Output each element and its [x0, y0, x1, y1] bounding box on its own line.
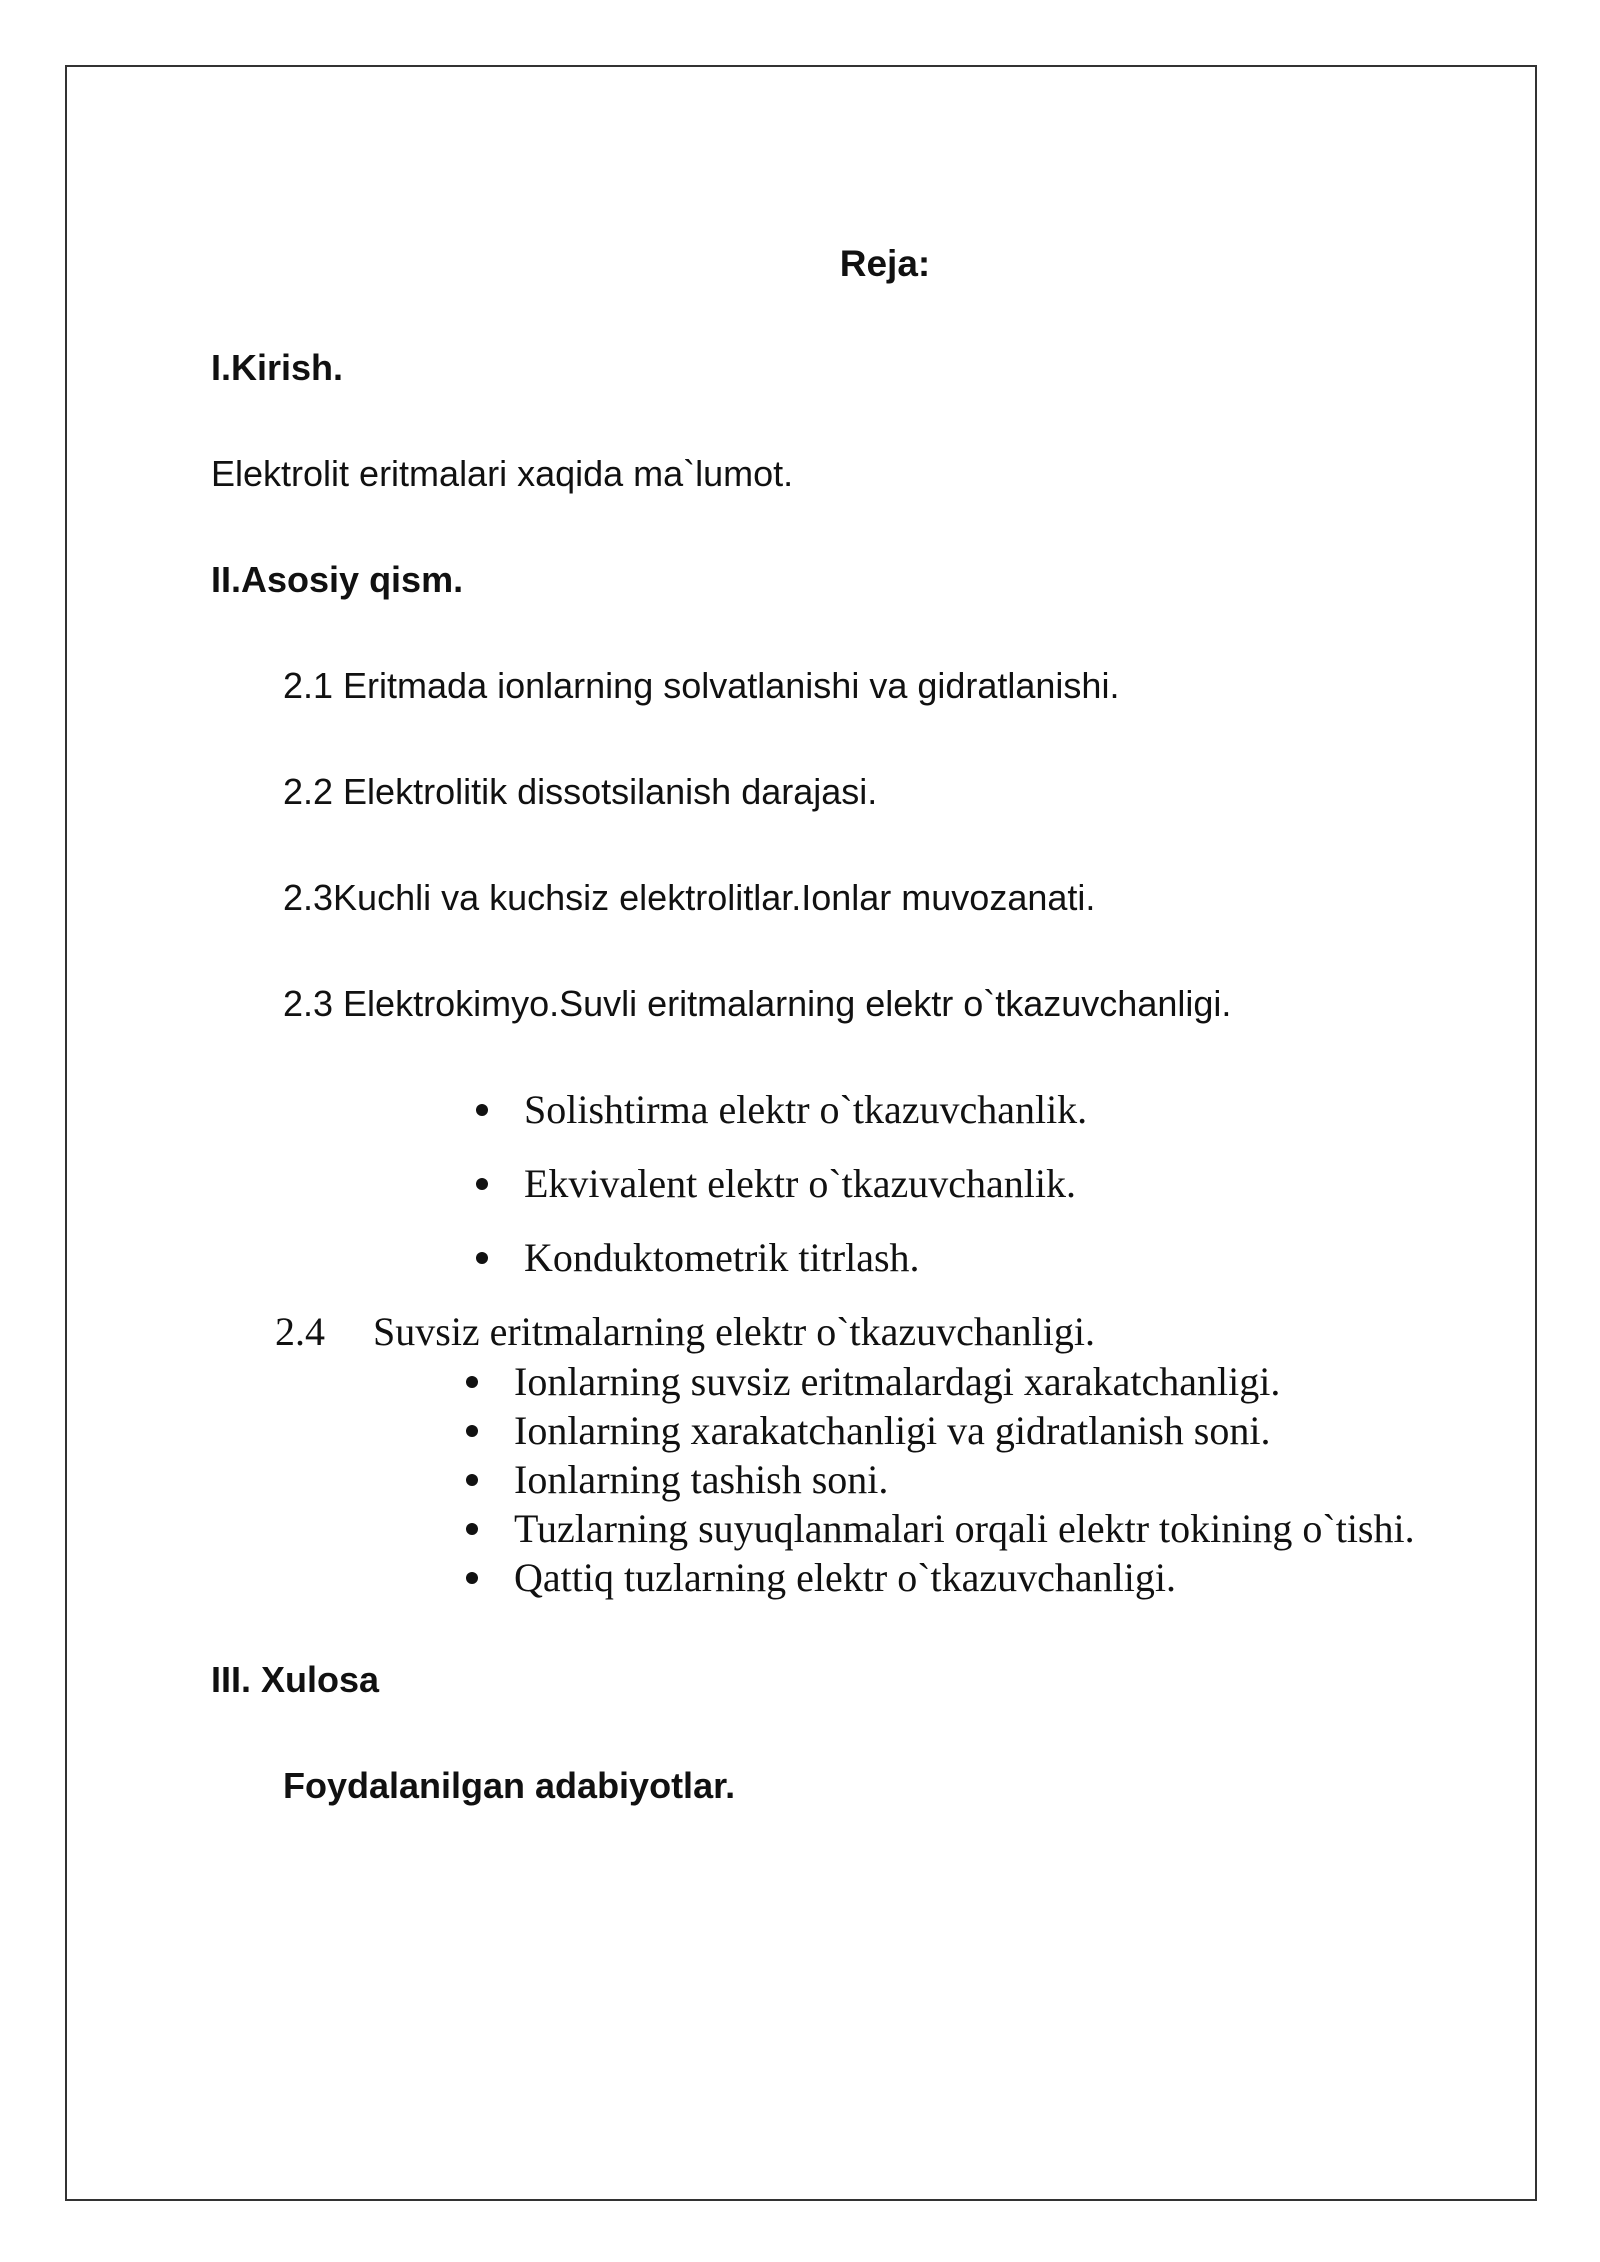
section-heading-main: II.Asosiy qism.: [211, 559, 464, 600]
list-item-text: Solishtirma elektr o`tkazuvchanlik.: [524, 1087, 1088, 1132]
bullet-icon: [466, 1376, 478, 1388]
introduction-text: Elektrolit eritmalari xaqida ma`lumot.: [211, 453, 794, 494]
bullet-icon: [476, 1104, 488, 1116]
list-item-text: Ionlarning xarakatchanligi va gidratlanish soni.: [514, 1408, 1271, 1453]
list-item-text: Tuzlarning suyuqlanmalari orqali elektr tokining o`tishi.: [514, 1506, 1415, 1551]
bullet-icon: [466, 1572, 478, 1584]
bullet-icon: [476, 1252, 488, 1264]
plan-item-2-2: 2.2 Elektrolitik dissotsilanish darajasi.: [283, 771, 878, 812]
section-heading-introduction: I.Kirish.: [211, 347, 344, 388]
list-item-text: Qattiq tuzlarning elektr o`tkazuvchanligi.: [514, 1555, 1176, 1600]
list-item-text: Konduktometrik titrlash.: [524, 1235, 920, 1280]
references-heading: Foydalanilgan adabiyotlar.: [283, 1765, 736, 1806]
bullet-icon: [466, 1474, 478, 1486]
document-title: Reja:: [839, 243, 931, 284]
bullet-icon: [466, 1523, 478, 1535]
plan-item-2-4-text: Suvsiz eritmalarning elektr o`tkazuvchanligi.: [373, 1309, 1095, 1354]
plan-item-2-1: 2.1 Eritmada ionlarning solvatlanishi va gidratlanishi.: [283, 665, 1120, 706]
list-item-text: Ionlarning suvsiz eritmalardagi xarakatchanligi.: [514, 1359, 1281, 1404]
section-heading-conclusion: III. Xulosa: [211, 1659, 380, 1700]
list-item-text: Ekvivalent elektr o`tkazuvchanlik.: [524, 1161, 1077, 1206]
plan-item-2-3a: 2.3Kuchli va kuchsiz elektrolitlar.Ionlar muvozanati.: [283, 877, 1096, 918]
plan-item-2-3b: 2.3 Elektrokimyo.Suvli eritmalarning elektr o`tkazuvchanligi.: [283, 983, 1232, 1024]
plan-item-2-4-number: 2.4: [275, 1309, 325, 1354]
bullet-icon: [466, 1425, 478, 1437]
bullet-icon: [476, 1178, 488, 1190]
list-item-text: Ionlarning tashish soni.: [514, 1457, 889, 1502]
